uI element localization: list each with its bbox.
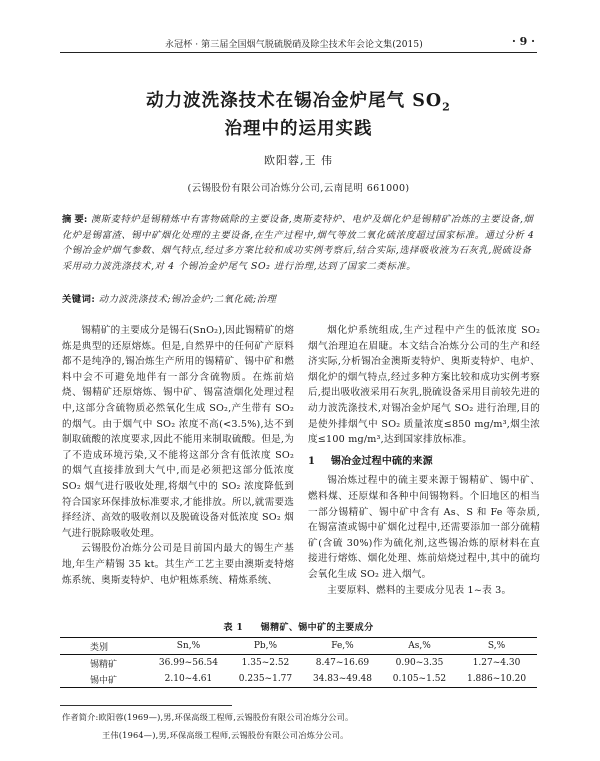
paragraph: 锡冶炼过程中的硫主要来源于锡精矿、锡中矿、燃料煤、还原煤和各种中间锡物料。个旧地区的相当一部分锡精矿、锡中矿中含有 As、S 和 Fe 等杂质,在锡富渣或锡中矿烟化过程中,还需要添加一部分硫精矿(含硫 30%)作为硫化剂,这些锡冶炼的原材料在直接进行熔炼、烟化处理、炼前焙烧过程中,其中的硫均会氧化生成 SO₂ 进入烟气。 bbox=[308, 475, 540, 580]
paragraph: 云锡股份冶炼分公司是目前国内最大的锡生产基地,年生产精锡 35 kt。其生产工艺主要由澳斯麦特熔炼系统、奥斯麦特炉、电炉粗炼系统、精炼系统、 bbox=[62, 543, 294, 586]
abstract-label: 摘 要: bbox=[62, 214, 88, 225]
table-cell: 8.47~16.69 bbox=[315, 658, 370, 668]
column-header: As,% bbox=[408, 641, 431, 651]
keywords-label: 关键词: bbox=[62, 294, 96, 305]
footnote-rule bbox=[60, 705, 232, 706]
column-header: 类别 bbox=[90, 642, 109, 653]
table-cell: 1.886~10.20 bbox=[466, 674, 527, 684]
column-header: Sn,% bbox=[176, 641, 201, 651]
section-title: 锡冶金过程中硫的来源 bbox=[330, 455, 433, 467]
paper-title-line2: 治理中的运用实践 bbox=[224, 119, 373, 139]
table-cell: 0.235~1.77 bbox=[238, 674, 293, 684]
table-cell: 0.90~3.35 bbox=[395, 658, 444, 668]
abstract bbox=[62, 212, 540, 274]
table-cell: 34.83~49.48 bbox=[312, 674, 373, 684]
table-cell: 锡中矿 bbox=[90, 675, 118, 686]
section-heading bbox=[308, 454, 540, 470]
running-header bbox=[0, 0, 600, 58]
body-column-left bbox=[62, 323, 294, 588]
keywords bbox=[62, 292, 540, 307]
table-header-row bbox=[60, 638, 537, 655]
page-number: · 9 · bbox=[512, 35, 535, 48]
title-subscript: 2 bbox=[442, 100, 451, 114]
keywords-text: 动力波洗涤技术;锡冶金炉;二氧化硫;治理 bbox=[98, 294, 277, 305]
table-row bbox=[60, 671, 537, 688]
affiliation: (云锡股份有限公司冶炼分公司,云南昆明 661000) bbox=[187, 183, 410, 194]
footnote-author-1: 作者简介:欧阳蓉(1969—),男,环保高级工程师,云锡股份有限公司冶炼分公司。 bbox=[62, 712, 354, 722]
table-caption bbox=[60, 620, 537, 633]
table-cell: 1.27~4.30 bbox=[472, 658, 521, 668]
table-row bbox=[60, 655, 537, 672]
body-column-right bbox=[308, 323, 540, 598]
table-cell: 2.10~4.61 bbox=[164, 674, 213, 684]
column-header: Pb,% bbox=[253, 641, 278, 651]
table-cell: 1.35~2.52 bbox=[241, 658, 290, 668]
journal-line: 永冠杯 · 第三届全国烟气脱硫脱硝及除尘技术年会论文集(2015) bbox=[165, 40, 423, 50]
table-number: 表 1 bbox=[223, 623, 244, 633]
paragraph: 烟化炉系统组成,生产过程中产生的低浓度 SO₂ 烟气治理迫在眉睫。本文结合冶炼分公司的生产和经济实际,分析锡冶金澳斯麦特炉、奥斯麦特炉、电炉、烟化炉的烟气特点,经过多种方案比较和成功实例考察后,提出吸收液采用石灰乳,脱硫设备采用目前较先进的动力波洗涤技术,对锡冶金炉尾气 SO₂ 进行治理,目的是使外排烟气中 SO₂ 质量浓度≤850 mg/m³,烟尘浓度≤100 mg/m³,达到国家排放标准。 bbox=[308, 325, 540, 446]
header-rule bbox=[60, 52, 537, 53]
author-list: 欧阳蓉,王 伟 bbox=[264, 154, 333, 167]
footnote-author-2: 王伟(1964—),男,环保高级工程师,云锡股份有限公司冶炼分公司。 bbox=[102, 730, 349, 740]
title-text: 动力波洗涤技术在锡冶金炉尾气 SO bbox=[146, 91, 443, 111]
paragraph: 主要原料、燃料的主要成分见表 1~表 3。 bbox=[327, 584, 512, 596]
abstract-text: 澳斯麦特炉是锡精炼中有害物硫除的主要设备,奥斯麦特炉、电炉及烟化炉是锡精矿冶炼的主要设备,烟化炉是锡富渣、锡中矿烟化处理的主要设备,在生产过程中,烟气等放二氧化硫浓度超过国家标准。通过分析 4 个锡冶金炉烟气参数、烟气特点,经过多方案比较和成功实例考察后,结合实际,选择吸收液为石灰乳,脱硫设备采用动力波洗涤技术,对 4 个锡冶金炉尾气 SO₂ 进行治理,达到了国家二类标准。 bbox=[62, 214, 535, 272]
table-caption-text: 锡精矿、锡中矿的主要成分 bbox=[260, 623, 374, 633]
table-cell: 锡精矿 bbox=[90, 659, 118, 670]
table-cell: 0.105~1.52 bbox=[392, 674, 447, 684]
column-header: Fe,% bbox=[331, 641, 354, 651]
table-cell: 36.99~56.54 bbox=[158, 658, 218, 668]
column-header: S,% bbox=[487, 641, 506, 651]
paper-title-line1 bbox=[60, 87, 537, 114]
composition-table bbox=[60, 637, 537, 688]
paragraph: 锡精矿的主要成分是锡石(SnO₂),因此锡精矿的熔炼是典型的还原熔炼。但是,自然界中的任何矿产原料都不是纯净的,锡冶炼生产所用的锡精矿、锡中矿和燃料中会不可避免地伴有一部分含硫物质。在炼前焙烧、锡精矿还原熔炼、锡中矿、锡富渣烟化处理过程中,这部分含硫物质必然氧化生成 SO₂,产生带有 SO₂ 的烟气。由于烟气中 SO₂ 浓度不高(<3.5%),达不到制取硫酸的浓度要求,因此不能用来制取硫酸。但是,为了不造成环境污染,又不能将这部分含有低浓度 SO₂ 的烟气直接排放到大气中,而是必须把这部分低浓度 SO₂ 烟气进行吸收处理,将烟气中的 SO₂ 浓度降低到符合国家环保排放标准要求,才能排放。所以,就需要选择经济、高效的吸收剂以及脱硫设备对低浓度 SO₂ 烟气进行脱除吸收处理。 bbox=[62, 325, 294, 539]
section-number: 1 bbox=[308, 455, 316, 467]
